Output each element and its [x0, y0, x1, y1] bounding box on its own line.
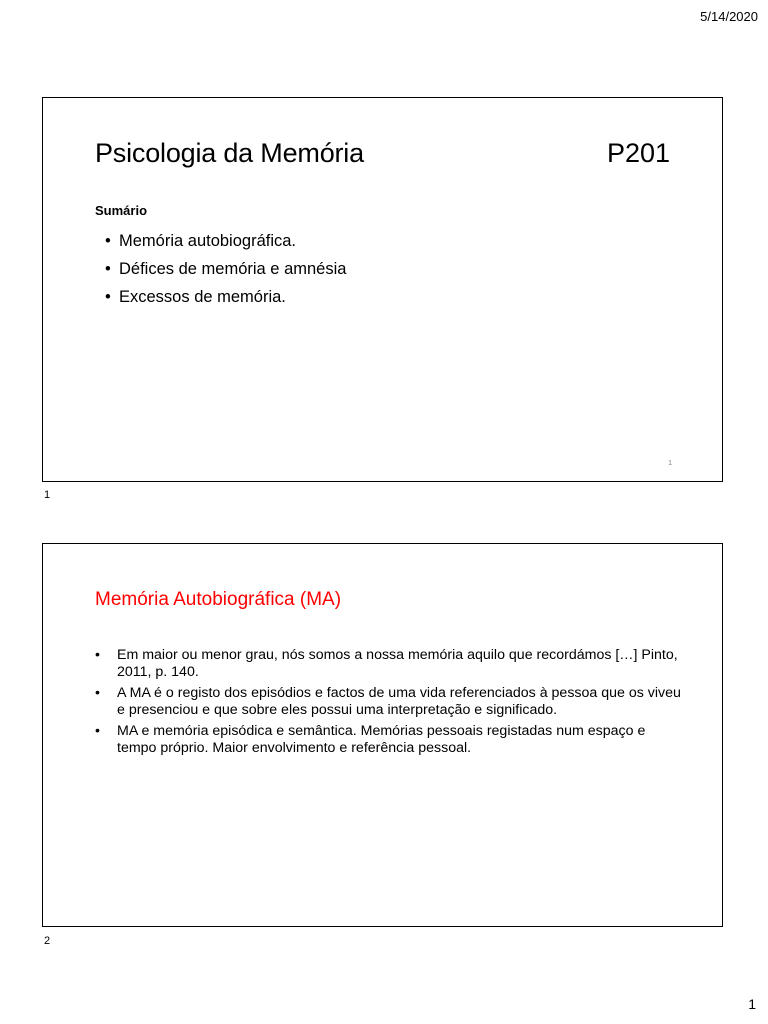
- list-item-text: Em maior ou menor grau, nós somos a nossa memória aquilo que recordámos […] Pinto, 2011, p. 140.: [117, 647, 678, 680]
- slide-title: Psicologia da Memória: [95, 138, 364, 168]
- slide-inner-number: 1: [668, 460, 672, 467]
- list-item-text: Memória autobiográfica.: [119, 232, 297, 250]
- list-item-text: Excessos de memória.: [119, 288, 286, 306]
- bullet-icon: •: [105, 232, 111, 250]
- course-code: P201: [606, 138, 670, 168]
- slide-2: [42, 543, 723, 927]
- page-number: 1: [748, 996, 756, 1012]
- list-item: [105, 283, 346, 311]
- content-list: [95, 647, 685, 761]
- list-item-text: Défices de memória e amnésia: [119, 260, 347, 278]
- summary-heading: Sumário: [95, 203, 148, 218]
- list-item: [105, 227, 346, 255]
- bullet-icon: •: [95, 723, 100, 739]
- summary-list: [105, 227, 346, 311]
- list-item-text: A MA é o registo dos episódios e factos de uma vida referenciados à pessoa que os viveu e presenciou e que sobre eles possui uma interpretação e significado.: [117, 685, 681, 718]
- list-item: [95, 685, 685, 719]
- slide-index-label: 2: [44, 935, 51, 947]
- list-item: [105, 255, 346, 283]
- list-item-text: MA e memória episódica e semântica. Memórias pessoais registadas num espaço e tempo próprio. Maior envolvimento e referência pessoal.: [117, 723, 646, 756]
- slide-index-label: 1: [44, 489, 51, 501]
- bullet-icon: •: [105, 288, 111, 306]
- page-date: 5/14/2020: [700, 9, 758, 24]
- bullet-icon: •: [95, 685, 100, 701]
- slide-title: Memória Autobiográfica (MA): [95, 589, 342, 610]
- list-item: [95, 723, 685, 757]
- bullet-icon: •: [105, 260, 111, 278]
- list-item: [95, 647, 685, 681]
- slide-1: [42, 97, 723, 482]
- bullet-icon: •: [95, 647, 100, 663]
